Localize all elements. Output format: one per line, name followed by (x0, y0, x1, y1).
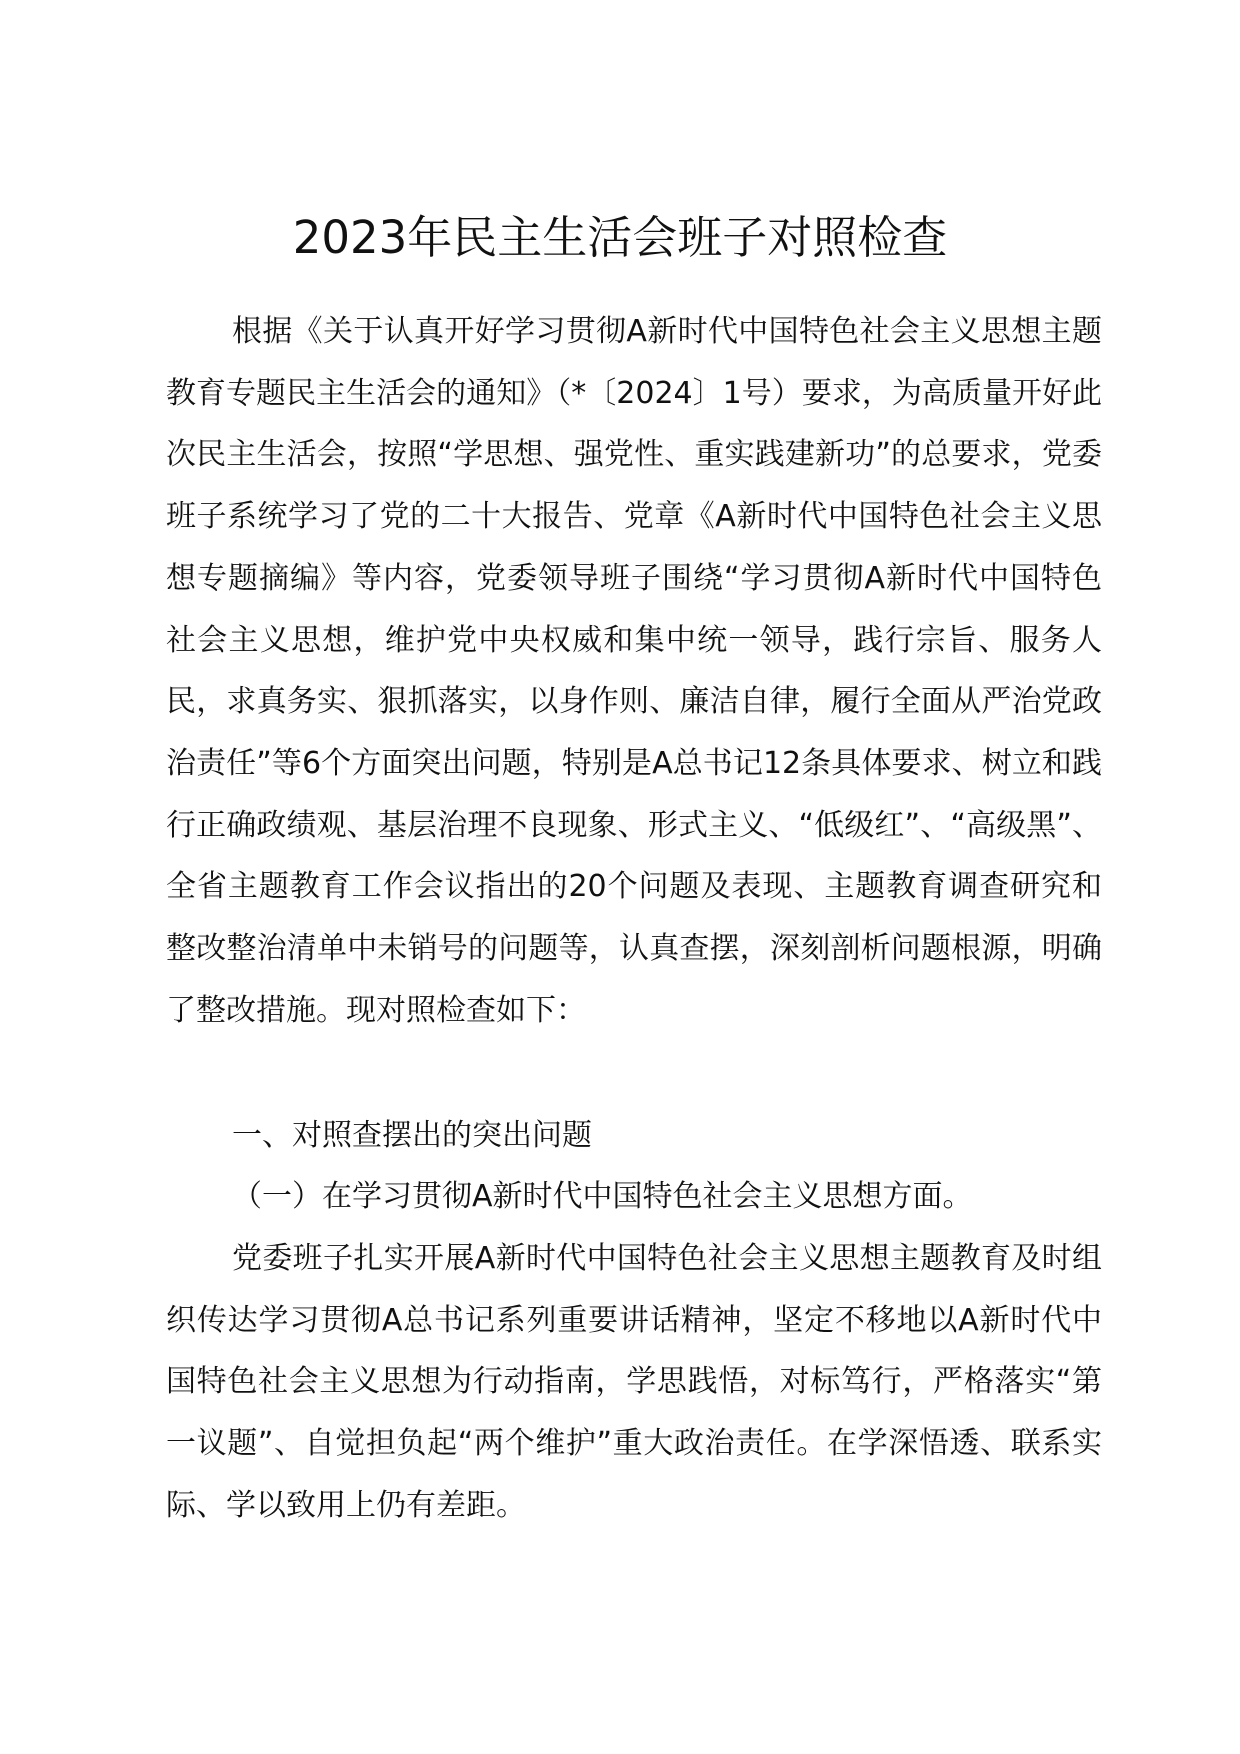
subsection-heading-1: （一）在学习贯彻A新时代中国特色社会主义思想方面。 (232, 1179, 973, 1214)
intro-paragraph: 根据《关于认真开好学习贯彻A新时代中国特色社会主义思想主题教育专题民主生活会的通知》（*〔2024〕1号）要求，为高质量开好此次民主生活会，按照“学思想、强党性、重实践建新功”的总要求，党委班子系统学习了党的二十大报告、党章《A新时代中国特色社会主义思想专题摘编》等内容，党委领导班子围绕“学习贯彻A新时代中国特色社会主义思想，维护党中央权威和集中统一领导，践行宗旨、服务人民，求真务实、狠抓落实，以身作则、廉洁自律，履行全面从严治党政治责任”等6个方面突出问题，特别是A总书记12条具体要求、树立和践行正确政绩观、基层治理不良现象、形式主义、“低级红”、“高级黑”、全省主题教育工作会议指出的20个问题及表现、主题教育调查研究和整改整治清单中未销号的问题等，认真查摆，深刻剖析问题根源，明确了整改措施。现对照检查如下： (166, 314, 1102, 1028)
section-heading-1: 一、对照查摆出的突出问题 (232, 1118, 592, 1153)
document-title: 2023年民主生活会班子对照检查 (292, 211, 948, 264)
body-paragraph-1: 党委班子扎实开展A新时代中国特色社会主义思想主题教育及时组织传达学习贯彻A总书记系列重要讲话精神，坚定不移地以A新时代中国特色社会主义思想为行动指南，学思践悟，对标笃行，严格落实“第一议题”、自觉担负起“两个维护”重大政治责任。在学深悟透、联系实际、学以致用上仍有差距。 (166, 1241, 1102, 1523)
